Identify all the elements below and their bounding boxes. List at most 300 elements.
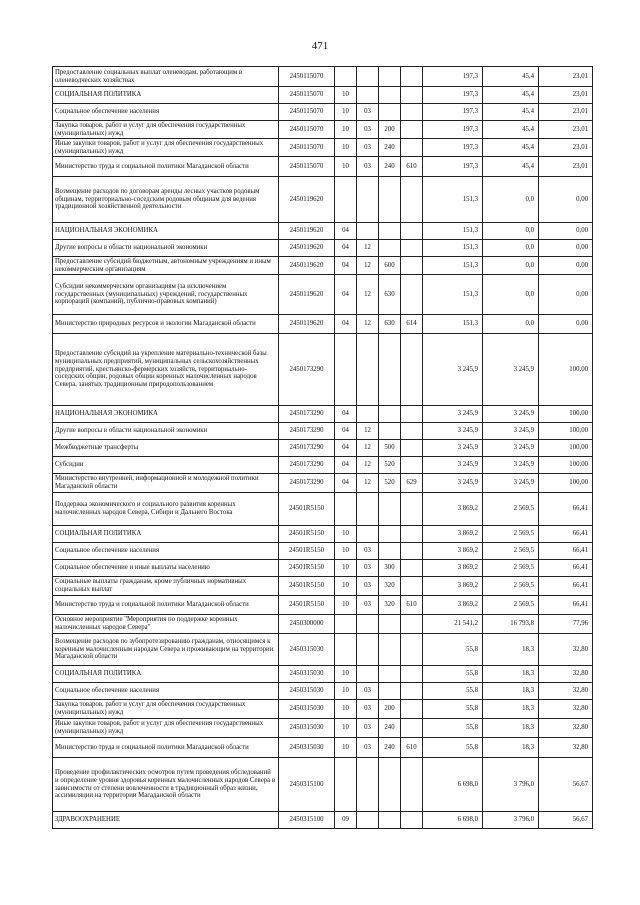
row-fact: 2 569,5	[483, 560, 539, 577]
table-row	[53, 240, 593, 257]
row-section: 04	[335, 406, 357, 423]
row-expense-type	[379, 67, 401, 87]
row-plan: 6 698,0	[423, 758, 483, 812]
row-name: Министерство труда и социальной политики Магаданской области	[53, 157, 279, 177]
row-expense-type	[379, 423, 401, 440]
row-percent: 23,01	[539, 67, 593, 87]
row-administrator	[401, 560, 423, 577]
row-target-article: 2450119620	[279, 223, 335, 240]
row-target-article: 2450315100	[279, 758, 335, 812]
row-expense-type	[379, 104, 401, 121]
table-row	[53, 275, 593, 315]
row-target-article: 2450315030	[279, 666, 335, 683]
table-row	[53, 493, 593, 526]
row-administrator: 614	[401, 315, 423, 334]
row-subsection	[357, 526, 379, 543]
row-percent: 0,00	[539, 257, 593, 275]
table-row	[53, 177, 593, 223]
row-name: Министерство внутренней, информационной и молодежной политики Магаданской области	[53, 474, 279, 493]
row-administrator	[401, 719, 423, 738]
row-expense-type	[379, 634, 401, 666]
row-administrator	[401, 121, 423, 139]
row-subsection	[357, 812, 379, 829]
row-name: Министерство труда и социальной политики Магаданской области	[53, 596, 279, 615]
row-fact: 0,0	[483, 257, 539, 275]
row-target-article: 2450115070	[279, 87, 335, 104]
row-name: СОЦИАЛЬНАЯ ПОЛИТИКА	[53, 526, 279, 543]
row-expense-type	[379, 758, 401, 812]
row-section: 10	[335, 683, 357, 700]
row-section: 04	[335, 315, 357, 334]
row-subsection: 12	[357, 275, 379, 315]
row-fact: 45,4	[483, 67, 539, 87]
table-row	[53, 634, 593, 666]
table-row	[53, 104, 593, 121]
row-name: Субсидии некоммерческим организациям (за исключением государственных (муниципальных) учреждений, государственных корпораций (компаний), публично-правовых компаний)	[53, 275, 279, 315]
row-subsection: 03	[357, 700, 379, 719]
row-expense-type	[379, 493, 401, 526]
table-row	[53, 700, 593, 719]
row-fact: 45,4	[483, 121, 539, 139]
row-fact: 0,0	[483, 315, 539, 334]
table-row	[53, 543, 593, 560]
table-row	[53, 615, 593, 634]
row-fact: 3 796,0	[483, 758, 539, 812]
row-target-article: 2450115070	[279, 157, 335, 177]
row-subsection: 12	[357, 474, 379, 493]
row-target-article: 24501R5150	[279, 596, 335, 615]
row-expense-type: 240	[379, 719, 401, 738]
row-section: 04	[335, 223, 357, 240]
row-name: Социальное обеспечение населения	[53, 104, 279, 121]
row-percent: 56,67	[539, 758, 593, 812]
table-row	[53, 406, 593, 423]
table-row	[53, 758, 593, 812]
row-plan: 3 869,2	[423, 596, 483, 615]
row-plan: 55,8	[423, 719, 483, 738]
row-subsection	[357, 758, 379, 812]
row-percent: 66,41	[539, 560, 593, 577]
row-target-article: 2450173290	[279, 440, 335, 457]
row-administrator	[401, 240, 423, 257]
row-administrator	[401, 615, 423, 634]
row-percent: 100,00	[539, 440, 593, 457]
row-administrator	[401, 334, 423, 406]
row-plan: 55,8	[423, 683, 483, 700]
row-administrator	[401, 87, 423, 104]
row-expense-type: 240	[379, 139, 401, 157]
row-plan: 21 541,2	[423, 615, 483, 634]
table-row	[53, 683, 593, 700]
row-fact: 18,3	[483, 738, 539, 758]
row-name: Возмещение расходов по договорам аренды лесных участков родовым общинам, территориально-соседским родовым общинам для ведения традиционной хозяйственной деятельности	[53, 177, 279, 223]
row-name: НАЦИОНАЛЬНАЯ ЭКОНОМИКА	[53, 223, 279, 240]
row-administrator	[401, 440, 423, 457]
row-subsection	[357, 666, 379, 683]
row-percent: 23,01	[539, 121, 593, 139]
row-subsection: 12	[357, 457, 379, 474]
row-name: Иные закупки товаров, работ и услуг для обеспечения государственных (муниципальных) нужд	[53, 139, 279, 157]
row-target-article: 2450315030	[279, 634, 335, 666]
row-expense-type: 520	[379, 457, 401, 474]
row-section: 10	[335, 121, 357, 139]
row-fact: 18,3	[483, 666, 539, 683]
row-subsection: 03	[357, 543, 379, 560]
row-plan: 55,8	[423, 634, 483, 666]
row-plan: 151,3	[423, 240, 483, 257]
row-plan: 3 869,2	[423, 577, 483, 596]
row-fact: 3 245,9	[483, 457, 539, 474]
row-subsection	[357, 634, 379, 666]
row-target-article: 2450315030	[279, 683, 335, 700]
row-fact: 2 569,5	[483, 526, 539, 543]
row-percent: 0,00	[539, 315, 593, 334]
row-administrator	[401, 223, 423, 240]
row-percent: 32,80	[539, 666, 593, 683]
row-administrator	[401, 139, 423, 157]
row-plan: 3 869,2	[423, 560, 483, 577]
row-plan: 6 698,0	[423, 812, 483, 829]
row-plan: 197,3	[423, 87, 483, 104]
row-name: Социальное обеспечение и иные выплаты населению	[53, 560, 279, 577]
row-percent: 0,00	[539, 177, 593, 223]
row-target-article: 24501R5150	[279, 493, 335, 526]
row-target-article: 2450119620	[279, 240, 335, 257]
row-expense-type	[379, 543, 401, 560]
row-section: 10	[335, 719, 357, 738]
row-expense-type: 240	[379, 738, 401, 758]
row-plan: 197,3	[423, 121, 483, 139]
row-administrator	[401, 104, 423, 121]
row-plan: 55,8	[423, 738, 483, 758]
table-row	[53, 121, 593, 139]
row-expense-type: 630	[379, 315, 401, 334]
row-plan: 55,8	[423, 666, 483, 683]
row-subsection: 12	[357, 423, 379, 440]
row-name: Предоставление субсидий на укрепление материально-технической базы муниципальных предприятий, муниципальных сельскохозяйственных предприятий, крестьянско-фермерских хозяйств, территориально-соседских общин, родовых общин коренных малочисленных народов Севера, занятых традиционным природопользованием	[53, 334, 279, 406]
row-subsection: 12	[357, 240, 379, 257]
row-subsection	[357, 67, 379, 87]
table-row	[53, 67, 593, 87]
row-percent: 23,01	[539, 157, 593, 177]
row-expense-type: 300	[379, 560, 401, 577]
row-percent: 23,01	[539, 104, 593, 121]
row-administrator	[401, 543, 423, 560]
row-section	[335, 493, 357, 526]
row-subsection: 03	[357, 577, 379, 596]
row-name: Поддержка экономического и социального развития коренных малочисленных народов Севера, Сибири и Дальнего Востока	[53, 493, 279, 526]
row-administrator: 610	[401, 738, 423, 758]
row-percent: 56,67	[539, 812, 593, 829]
row-percent: 66,41	[539, 543, 593, 560]
table-row	[53, 474, 593, 493]
row-fact: 2 569,5	[483, 543, 539, 560]
row-section: 04	[335, 240, 357, 257]
table-row	[53, 157, 593, 177]
row-subsection	[357, 223, 379, 240]
row-subsection: 12	[357, 257, 379, 275]
row-section: 04	[335, 440, 357, 457]
row-subsection: 03	[357, 560, 379, 577]
row-fact: 2 569,5	[483, 577, 539, 596]
row-fact: 2 569,5	[483, 493, 539, 526]
row-percent: 66,41	[539, 596, 593, 615]
row-subsection	[357, 493, 379, 526]
row-name: Иные закупки товаров, работ и услуг для обеспечения государственных (муниципальных) нужд	[53, 719, 279, 738]
table-row	[53, 139, 593, 157]
row-percent: 0,00	[539, 275, 593, 315]
row-subsection	[357, 87, 379, 104]
row-fact: 45,4	[483, 104, 539, 121]
row-plan: 3 869,2	[423, 543, 483, 560]
row-plan: 151,3	[423, 177, 483, 223]
row-expense-type: 630	[379, 275, 401, 315]
row-target-article: 2450115070	[279, 67, 335, 87]
row-name: Субсидии	[53, 457, 279, 474]
row-plan: 3 869,2	[423, 526, 483, 543]
row-subsection	[357, 334, 379, 406]
row-fact: 18,3	[483, 700, 539, 719]
row-administrator	[401, 493, 423, 526]
row-expense-type: 200	[379, 700, 401, 719]
row-section: 10	[335, 87, 357, 104]
row-name: Закупка товаров, работ и услуг для обеспечения государственных (муниципальных) нужд	[53, 121, 279, 139]
row-target-article: 2450119620	[279, 257, 335, 275]
table-row	[53, 223, 593, 240]
row-plan: 3 245,9	[423, 406, 483, 423]
row-administrator: 610	[401, 157, 423, 177]
row-section: 10	[335, 157, 357, 177]
row-name: Министерство природных ресурсов и экологии Магаданской области	[53, 315, 279, 334]
row-section: 04	[335, 423, 357, 440]
row-expense-type: 320	[379, 596, 401, 615]
row-percent: 32,80	[539, 683, 593, 700]
row-expense-type	[379, 615, 401, 634]
row-name: Другие вопросы в области национальной экономики	[53, 423, 279, 440]
row-percent: 23,01	[539, 139, 593, 157]
row-fact: 18,3	[483, 634, 539, 666]
row-subsection	[357, 615, 379, 634]
row-name: Социальное обеспечение населения	[53, 543, 279, 560]
row-section	[335, 634, 357, 666]
row-administrator: 610	[401, 596, 423, 615]
row-percent: 0,00	[539, 223, 593, 240]
row-plan: 197,3	[423, 104, 483, 121]
row-subsection: 03	[357, 719, 379, 738]
row-fact: 0,0	[483, 177, 539, 223]
table-row	[53, 526, 593, 543]
row-target-article: 24501R5150	[279, 543, 335, 560]
row-percent: 66,41	[539, 577, 593, 596]
row-percent: 100,00	[539, 457, 593, 474]
row-target-article: 2450119620	[279, 177, 335, 223]
row-administrator	[401, 683, 423, 700]
page-number: 471	[311, 40, 329, 52]
row-fact: 3 245,9	[483, 423, 539, 440]
row-subsection: 03	[357, 121, 379, 139]
row-percent: 66,41	[539, 493, 593, 526]
row-section: 10	[335, 526, 357, 543]
row-subsection: 03	[357, 738, 379, 758]
row-section: 10	[335, 666, 357, 683]
row-fact: 0,0	[483, 275, 539, 315]
table-body	[53, 67, 593, 829]
row-section: 10	[335, 738, 357, 758]
row-fact: 18,3	[483, 683, 539, 700]
table-row	[53, 812, 593, 829]
row-target-article: 2450115070	[279, 121, 335, 139]
row-target-article: 2450115070	[279, 139, 335, 157]
row-fact: 3 245,9	[483, 406, 539, 423]
row-plan: 3 869,2	[423, 493, 483, 526]
row-target-article: 2450119620	[279, 275, 335, 315]
row-percent: 32,80	[539, 700, 593, 719]
row-section: 10	[335, 596, 357, 615]
row-fact: 16 793,8	[483, 615, 539, 634]
row-name: Проведение профилактических осмотров путем проведения обследований и определение уровня здоровья коренных малочисленных народов Севера в зависимости от степени вовлеченности в традиционный образ жизни, ассимиляции на территории Магаданской области	[53, 758, 279, 812]
row-section	[335, 758, 357, 812]
row-expense-type	[379, 87, 401, 104]
row-subsection	[357, 177, 379, 223]
row-name: ЗДРАВООХРАНЕНИЕ	[53, 812, 279, 829]
row-section: 10	[335, 700, 357, 719]
row-fact: 2 569,5	[483, 596, 539, 615]
row-section: 04	[335, 275, 357, 315]
row-expense-type	[379, 666, 401, 683]
table-row	[53, 596, 593, 615]
row-percent: 32,80	[539, 738, 593, 758]
row-plan: 197,3	[423, 157, 483, 177]
row-expense-type	[379, 683, 401, 700]
row-plan: 3 245,9	[423, 423, 483, 440]
row-target-article: 2450315030	[279, 719, 335, 738]
table-row	[53, 87, 593, 104]
row-fact: 0,0	[483, 240, 539, 257]
row-subsection: 03	[357, 104, 379, 121]
row-target-article: 2450173290	[279, 423, 335, 440]
row-section: 10	[335, 560, 357, 577]
row-name: Другие вопросы в области национальной экономики	[53, 240, 279, 257]
row-fact: 0,0	[483, 223, 539, 240]
row-plan: 3 245,9	[423, 457, 483, 474]
row-administrator	[401, 406, 423, 423]
row-administrator	[401, 423, 423, 440]
table-row	[53, 738, 593, 758]
row-name: Основное мероприятие "Мероприятия по поддержке коренных малочисленных народов Севера"	[53, 615, 279, 634]
row-section: 09	[335, 812, 357, 829]
row-section: 10	[335, 543, 357, 560]
row-percent: 0,00	[539, 240, 593, 257]
row-plan: 55,8	[423, 700, 483, 719]
row-fact: 3 796,0	[483, 812, 539, 829]
row-percent: 23,01	[539, 87, 593, 104]
row-administrator	[401, 700, 423, 719]
row-percent: 100,00	[539, 406, 593, 423]
row-plan: 151,3	[423, 257, 483, 275]
row-plan: 197,3	[423, 67, 483, 87]
row-fact: 45,4	[483, 157, 539, 177]
row-expense-type: 500	[379, 440, 401, 457]
row-expense-type	[379, 223, 401, 240]
row-target-article: 2450173290	[279, 474, 335, 493]
row-subsection	[357, 406, 379, 423]
table-row	[53, 334, 593, 406]
row-percent: 66,41	[539, 526, 593, 543]
row-target-article: 2450315030	[279, 738, 335, 758]
row-expense-type	[379, 334, 401, 406]
row-fact: 3 245,9	[483, 474, 539, 493]
row-subsection: 03	[357, 157, 379, 177]
row-subsection: 03	[357, 596, 379, 615]
row-subsection: 12	[357, 440, 379, 457]
row-section: 04	[335, 457, 357, 474]
row-fact: 3 245,9	[483, 334, 539, 406]
row-expense-type	[379, 526, 401, 543]
row-percent: 32,80	[539, 634, 593, 666]
row-name: СОЦИАЛЬНАЯ ПОЛИТИКА	[53, 87, 279, 104]
row-name: НАЦИОНАЛЬНАЯ ЭКОНОМИКА	[53, 406, 279, 423]
row-expense-type	[379, 406, 401, 423]
table-row	[53, 457, 593, 474]
table-row	[53, 666, 593, 683]
row-section: 04	[335, 474, 357, 493]
row-fact: 3 245,9	[483, 440, 539, 457]
row-expense-type: 600	[379, 257, 401, 275]
table-row	[53, 719, 593, 738]
row-administrator	[401, 257, 423, 275]
row-percent: 100,00	[539, 474, 593, 493]
row-target-article: 2450300000	[279, 615, 335, 634]
row-section	[335, 177, 357, 223]
row-administrator	[401, 526, 423, 543]
row-expense-type	[379, 812, 401, 829]
row-name: Предоставление субсидий бюджетным, автономным учреждениям и иным некоммерческим организациям	[53, 257, 279, 275]
row-percent: 32,80	[539, 719, 593, 738]
table-row	[53, 577, 593, 596]
row-target-article: 2450173290	[279, 334, 335, 406]
row-target-article: 2450173290	[279, 457, 335, 474]
row-fact: 45,4	[483, 139, 539, 157]
row-percent: 77,96	[539, 615, 593, 634]
budget-table	[52, 66, 593, 829]
row-expense-type	[379, 177, 401, 223]
row-subsection: 03	[357, 139, 379, 157]
row-section: 10	[335, 104, 357, 121]
row-administrator: 629	[401, 474, 423, 493]
row-name: СОЦИАЛЬНАЯ ПОЛИТИКА	[53, 666, 279, 683]
row-name: Предоставление социальных выплат оленеводам, работающим в оленеводческих хозяйствах	[53, 67, 279, 87]
row-target-article: 2450173290	[279, 406, 335, 423]
row-expense-type: 320	[379, 577, 401, 596]
row-administrator	[401, 577, 423, 596]
row-administrator	[401, 177, 423, 223]
row-target-article: 2450119620	[279, 315, 335, 334]
row-name: Возмещение расходов по зубопротезированию гражданам, относящимся к коренным малочисленным народам Севера и проживающим на территории Магаданской области	[53, 634, 279, 666]
row-name: Закупка товаров, работ и услуг для обеспечения государственных (муниципальных) нужд	[53, 700, 279, 719]
row-administrator	[401, 812, 423, 829]
row-percent: 100,00	[539, 334, 593, 406]
row-target-article: 24501R5150	[279, 560, 335, 577]
table-row	[53, 440, 593, 457]
table-row	[53, 257, 593, 275]
row-target-article: 24501R5150	[279, 577, 335, 596]
row-section	[335, 615, 357, 634]
row-percent: 100,00	[539, 423, 593, 440]
row-plan: 3 245,9	[423, 440, 483, 457]
row-section	[335, 67, 357, 87]
row-administrator	[401, 457, 423, 474]
row-administrator	[401, 758, 423, 812]
